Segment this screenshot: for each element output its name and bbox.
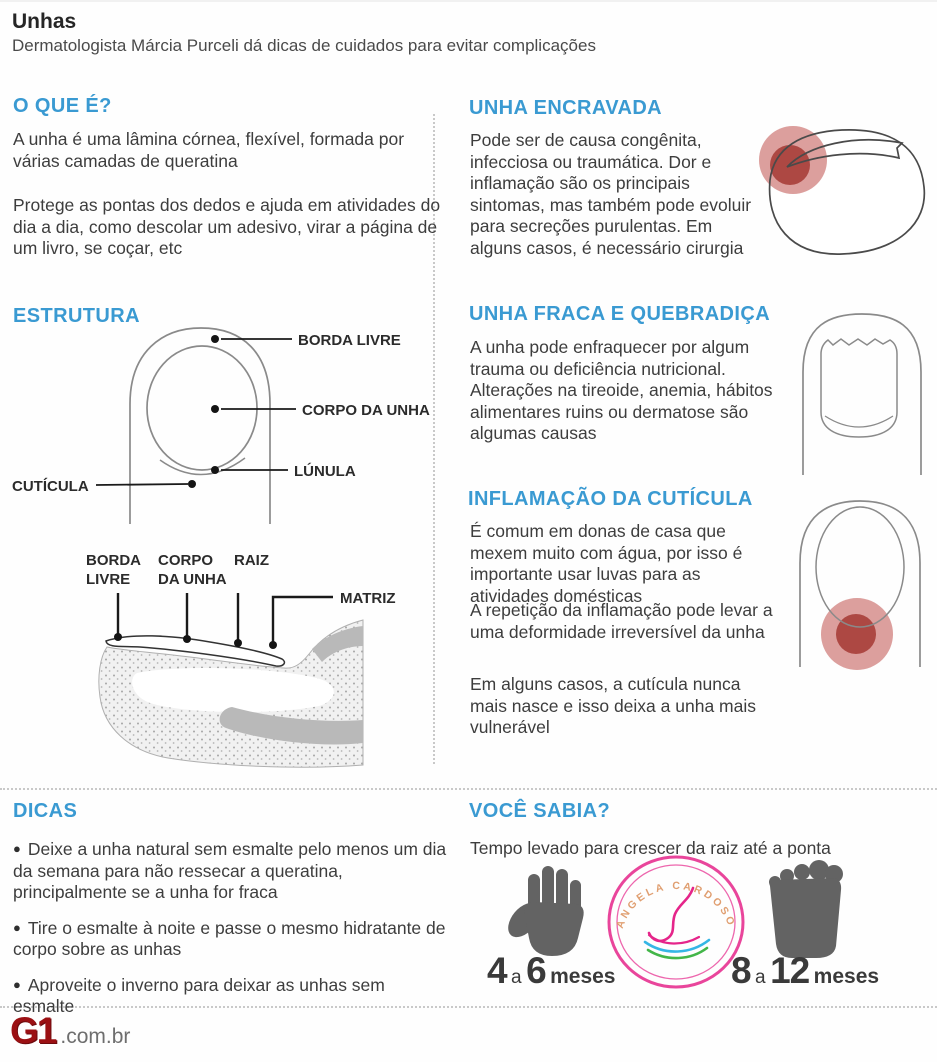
g1-logo: G1	[10, 1010, 56, 1051]
list-item	[13, 838, 448, 904]
inflammation-inner-circle	[836, 614, 876, 654]
section-heading-estrutura: ESTRUTURA	[13, 305, 140, 327]
watermark-name: ANGELA CARDOSO	[613, 879, 738, 931]
label-matriz: MATRIZ	[340, 590, 396, 607]
hand-growth-time	[487, 950, 615, 992]
section-heading-inflamacao: INFLAMAÇÃO DA CUTÍCULA	[468, 488, 753, 510]
foot-unit: meses	[813, 965, 880, 988]
section-heading-dicas: DICAS	[13, 800, 78, 822]
section-heading-unha-fraca: UNHA FRACA E QUEBRADIÇA	[469, 303, 771, 325]
label-corpo-line2: DA UNHA	[158, 571, 227, 588]
section-heading-voce-sabia: VOCÊ SABIA?	[469, 800, 611, 822]
voce-sabia-intro: Tempo levado para crescer da raiz até a ponta	[470, 838, 831, 858]
label-raiz: RAIZ	[234, 552, 269, 569]
g1-domain: .com.br	[60, 1025, 131, 1048]
o-que-e-paragraph-2: Protege as pontas dos dedos e ajuda em atividades do dia a dia, como descolar um adesivo, virar a página de um livro, se coçar, etc	[13, 195, 441, 258]
foot-num1: 8	[731, 950, 751, 991]
dica-text-1: Deixe a unha natural sem esmalte pelo menos um dia da semana para não ressecar a queratina, principalmente se a unha for fraca	[13, 839, 447, 902]
ingrown-toenail-illustration	[740, 105, 937, 267]
inflamacao-paragraph-2: A repetição da inflamação pode levar a uma deformidade irreversível da unha	[470, 600, 773, 642]
brittle-nail-illustration	[795, 310, 930, 475]
label-cuticula: CUTÍCULA	[12, 478, 89, 495]
hand-num1: 4	[487, 950, 507, 991]
foot-num2: 12	[770, 950, 810, 991]
unha-fraca-paragraph: A unha pode enfraquecer por algum trauma ou deficiência nutricional. Alterações na tireoide, anemia, hábitos alimentares ruins ou dermatose são algumas causas	[470, 337, 773, 443]
horizontal-divider-top	[0, 788, 937, 790]
dica-text-3: Aproveite o inverno para deixar as unhas sem esmalte	[13, 974, 385, 1016]
hand-conj: a	[511, 967, 522, 988]
inflamacao-paragraph-1: É comum em donas de casa que mexem muito com água, por isso é importante usar luvas para as atividades domésticas	[470, 521, 743, 606]
o-que-e-paragraph-1: A unha é uma lâmina córnea, flexível, formada por várias camadas de queratina	[13, 129, 405, 171]
bullet-icon: ●	[13, 919, 21, 935]
nail-body-outline	[147, 346, 257, 470]
foot-growth-time	[731, 950, 879, 992]
dicas-list	[13, 838, 448, 1031]
broken-nail-outline	[821, 339, 897, 437]
foot-silhouette-icon	[766, 860, 844, 958]
hand-unit: meses	[550, 965, 616, 988]
section-heading-unha-encravada: UNHA ENCRAVADA	[469, 97, 663, 119]
watermark-outer-ring	[609, 857, 743, 987]
label-corpo-da-unha: CORPO DA UNHA	[302, 402, 430, 419]
hand-silhouette-icon	[506, 858, 594, 956]
svg-text:ANGELA CARDOSO	[614, 880, 738, 930]
nail-cross-section-diagram	[0, 537, 437, 782]
watermark-foot-drawing	[645, 888, 709, 958]
label-borda-line1: BORDA	[86, 552, 141, 569]
bullet-icon: ●	[13, 976, 21, 992]
page-subtitle: Dermatologista Márcia Purceli dá dicas de cuidados para evitar complicações	[12, 36, 596, 55]
label-corpo-line1: CORPO	[158, 552, 214, 569]
inflamacao-paragraph-3: Em alguns casos, a cutícula nunca mais nasce e isso deixa a unha mais vulnerável	[470, 674, 756, 737]
nail-topview-diagram	[0, 324, 437, 529]
unha-encravada-paragraph: Pode ser de causa congênita, infecciosa ou traumática. Dor e inflamação são os principais sintomas, mas também pode evoluir para secreções purulentas. Em alguns casos, é necessário cirurgia	[470, 130, 752, 258]
footer-credit	[10, 1010, 130, 1052]
bullet-icon: ●	[13, 841, 21, 856]
lunula-arc	[825, 416, 893, 427]
cuticle-inflammation-illustration	[790, 495, 930, 673]
list-item	[13, 917, 448, 961]
watermark-logo	[605, 852, 747, 992]
hand-num2: 6	[526, 950, 546, 991]
label-lunula: LÚNULA	[294, 463, 356, 480]
pointer-lines	[96, 339, 296, 485]
label-borda-livre: BORDA LIVRE	[298, 332, 401, 349]
dica-text-2: Tire o esmalte à noite e passe o mesmo hidratante de corpo sobre as unhas	[13, 917, 446, 959]
foot-conj: a	[755, 967, 766, 988]
label-borda-line2: LIVRE	[86, 571, 131, 588]
pointer-dots	[188, 335, 219, 488]
finger-outline	[130, 328, 270, 524]
section-heading-o-que-e: O QUE É?	[13, 95, 112, 117]
page-title: Unhas	[12, 10, 77, 33]
